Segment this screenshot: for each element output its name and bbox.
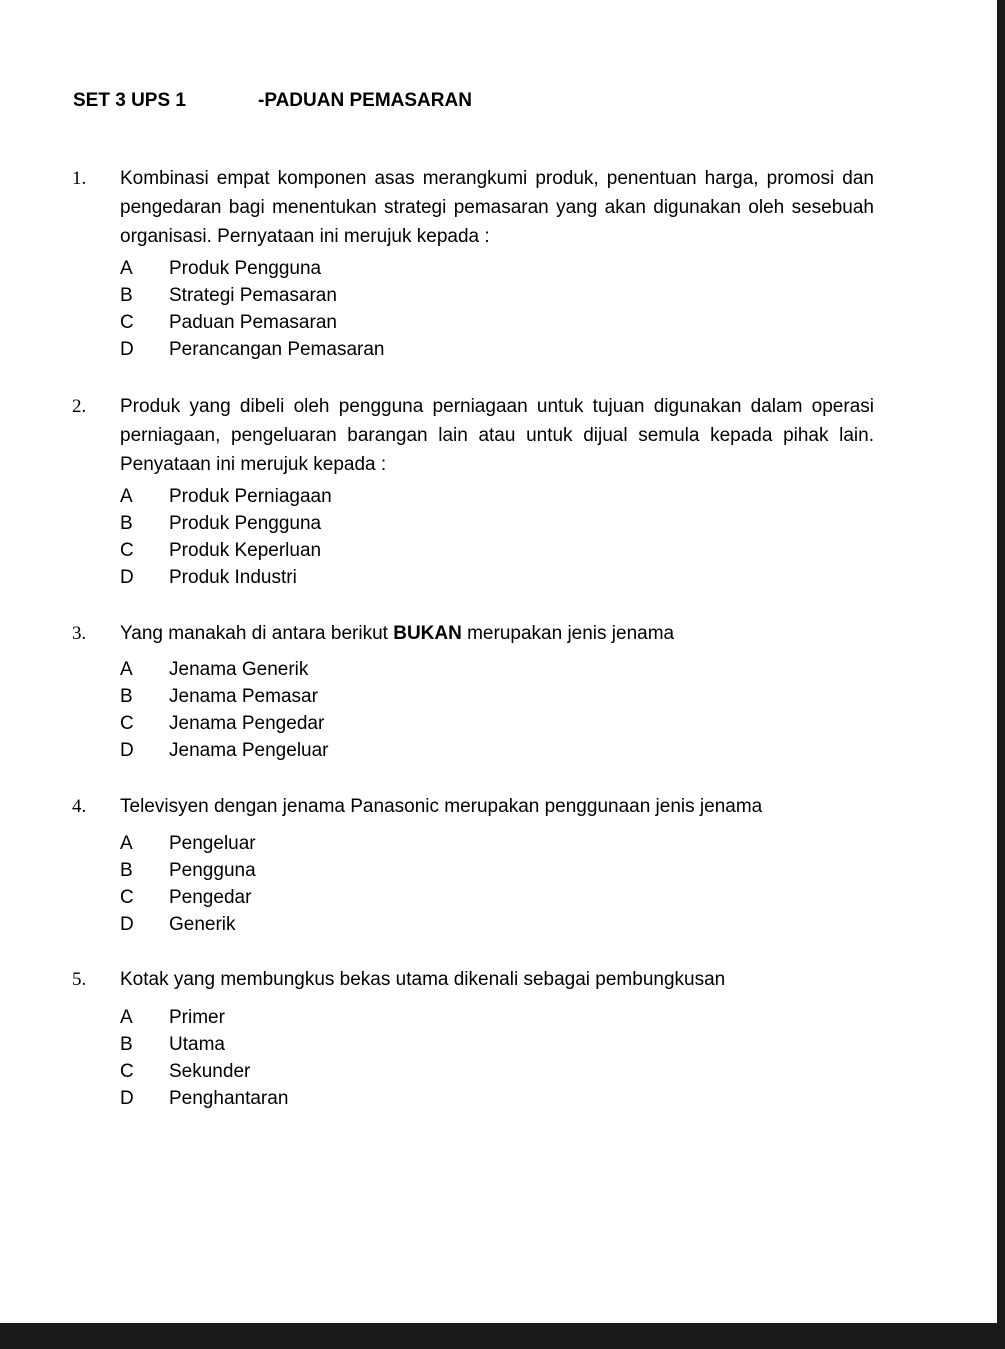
option-text: Pengedar [169,887,252,908]
option-a[interactable] [120,483,332,510]
option-letter: A [120,1007,133,1028]
option-c[interactable] [120,309,384,336]
option-text: Sekunder [169,1061,251,1082]
option-letter: C [120,312,134,333]
option-text: Jenama Generik [169,659,309,680]
option-c[interactable] [120,537,332,564]
question-number: 4. [72,796,87,817]
option-a[interactable] [120,1004,288,1031]
option-text: Produk Keperluan [169,540,322,561]
option-text: Pengguna [169,860,256,881]
question-number: 5. [72,969,87,990]
option-c[interactable] [120,1058,288,1085]
option-letter: B [120,686,133,707]
question-text-emphasis: BUKAN [393,623,462,644]
option-letter: B [120,513,133,534]
bottom-border-bar [0,1323,1005,1349]
question-text-before: Yang manakah di antara berikut [120,623,394,644]
option-list [120,830,256,938]
page-title: -PADUAN PEMASARAN [258,90,472,111]
question-text [120,619,874,648]
option-list [120,1004,288,1112]
set-label: SET 3 UPS 1 [73,90,186,111]
option-text: Generik [169,914,236,935]
option-text: Pengeluar [169,833,256,854]
option-b[interactable] [120,683,329,710]
option-text: Perancangan Pemasaran [169,339,385,360]
option-list [120,656,329,764]
question-text: Produk yang dibeli oleh pengguna perniagaan untuk tujuan digunakan dalam operasi perniagaan, pengeluaran barangan lain atau untuk dijual semula kepada pihak lain. Penyataan ini merujuk kepada : [120,396,874,475]
question-text: Kombinasi empat komponen asas merangkumi produk, penentuan harga, promosi dan pengedaran bagi menentukan strategi pemasaran yang akan digunakan oleh sesebuah organisasi. Pernyataan ini merujuk kepada : [120,168,874,247]
option-text: Produk Industri [169,567,297,588]
option-letter: D [120,740,134,761]
option-b[interactable] [120,857,256,884]
question-number: 1. [72,168,87,189]
option-text: Penghantaran [169,1088,289,1109]
option-text: Utama [169,1034,225,1055]
question-number: 3. [72,623,87,644]
option-d[interactable] [120,564,332,591]
option-d[interactable] [120,336,384,363]
option-text: Paduan Pemasaran [169,312,337,333]
option-text: Produk Pengguna [169,513,322,534]
option-letter: C [120,713,134,734]
option-text: Produk Pengguna [169,258,322,279]
right-border-bar [997,0,1005,1349]
option-a[interactable] [120,255,384,282]
option-letter: C [120,887,134,908]
option-text: Jenama Pemasar [169,686,318,707]
option-letter: D [120,914,134,935]
option-c[interactable] [120,710,329,737]
option-letter: A [120,258,133,279]
option-a[interactable] [120,656,329,683]
page-header [73,90,472,112]
option-text: Jenama Pengedar [169,713,325,734]
option-a[interactable] [120,830,256,857]
option-d[interactable] [120,737,329,764]
option-letter: C [120,540,134,561]
option-letter: A [120,833,133,854]
option-text: Produk Perniagaan [169,486,332,507]
option-b[interactable] [120,282,384,309]
option-letter: D [120,339,134,360]
option-letter: A [120,659,133,680]
option-list [120,483,332,591]
option-c[interactable] [120,884,256,911]
question-number: 2. [72,396,87,417]
question-text: Kotak yang membungkus bekas utama dikenali sebagai pembungkusan [120,969,726,990]
option-b[interactable] [120,510,332,537]
question-text: Televisyen dengan jenama Panasonic merupakan penggunaan jenis jenama [120,796,763,817]
option-letter: D [120,1088,134,1109]
option-text: Jenama Pengeluar [169,740,329,761]
option-letter: B [120,1034,133,1055]
option-b[interactable] [120,1031,288,1058]
option-letter: C [120,1061,134,1082]
option-text: Strategi Pemasaran [169,285,337,306]
option-letter: B [120,285,133,306]
option-d[interactable] [120,911,256,938]
option-d[interactable] [120,1085,288,1112]
option-letter: A [120,486,133,507]
option-letter: D [120,567,134,588]
question-text-after: merupakan jenis jenama [461,623,675,644]
option-text: Primer [169,1007,225,1028]
option-list [120,255,384,363]
option-letter: B [120,860,133,881]
